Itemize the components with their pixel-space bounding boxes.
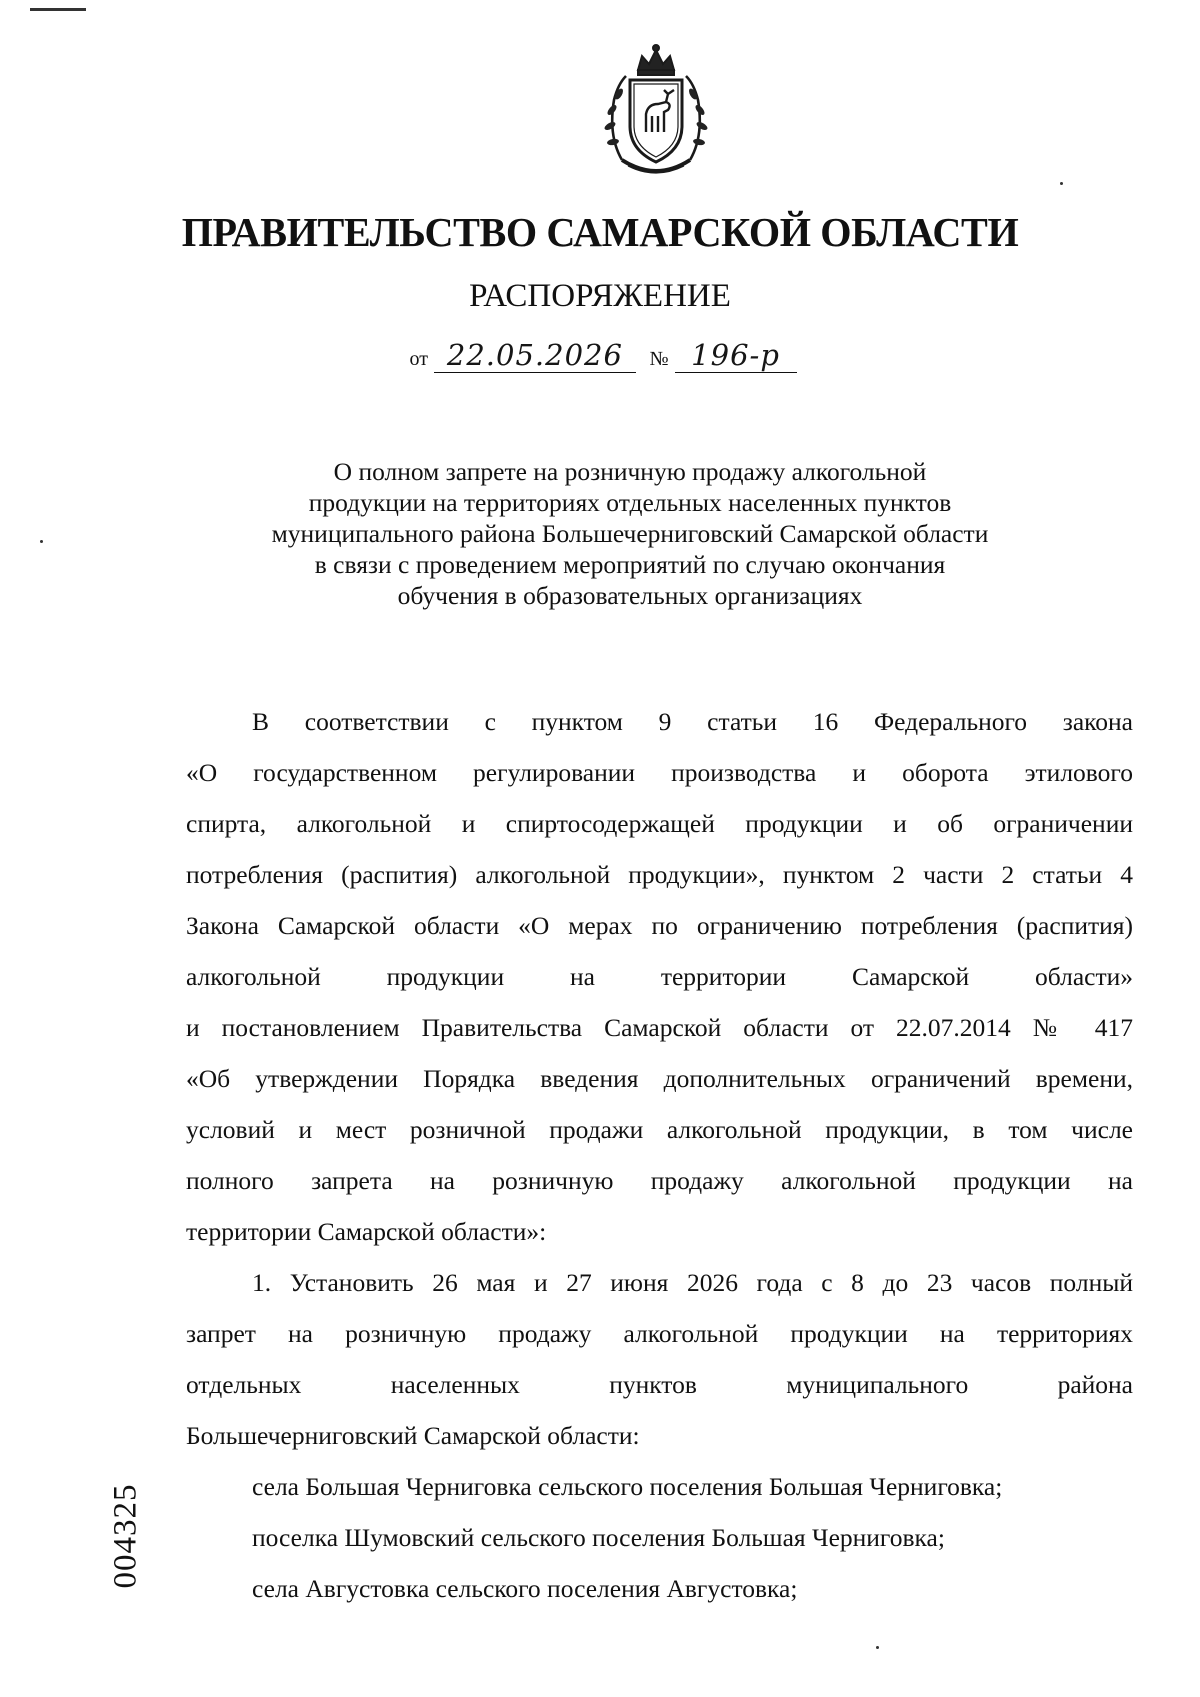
settlement-item: села Большая Черниговка сельского поселения Большая Черниговка; <box>252 1472 1003 1501</box>
preamble-line: условий и мест розничной продажи алкогольной продукции, в том числе <box>186 1115 1133 1144</box>
scan-speck <box>40 540 43 543</box>
coat-of-arms-icon <box>582 40 730 188</box>
preamble-line: Закона Самарской области «О мерах по ограничению потребления (распития) <box>186 911 1133 940</box>
subject-line: в связи с проведением мероприятий по случаю окончания <box>314 550 946 579</box>
item-1-line: Большечерниговский Самарской области: <box>186 1421 640 1450</box>
preamble-line: спирта, алкогольной и спиртосодержащей продукции и об ограничении <box>186 809 1133 838</box>
number-prefix: № <box>649 348 669 370</box>
registration-number: 004325 <box>107 1483 144 1589</box>
preamble-line: алкогольной продукции на территории Самарской области» <box>186 962 1133 991</box>
preamble-line: потребления (распития) алкогольной продукции», пунктом 2 части 2 статьи 4 <box>186 860 1133 889</box>
authority-title: ПРАВИТЕЛЬСТВО САМАРСКОЙ ОБЛАСТИ <box>181 209 1019 255</box>
document-type: РАСПОРЯЖЕНИЕ <box>469 278 731 314</box>
scan-border-mark <box>30 8 86 11</box>
document-number: 196-р <box>675 338 797 373</box>
preamble-line: территории Самарской области»: <box>186 1217 547 1246</box>
subject-line: продукции на территориях отдельных населенных пунктов <box>308 488 952 517</box>
subject-line: обучения в образовательных организациях <box>397 581 863 610</box>
document-subject <box>200 456 1060 611</box>
settlement-item: поселка Шумовский сельского поселения Большая Черниговка; <box>252 1523 945 1552</box>
item-1-line: запрет на розничную продажу алкогольной продукции на территориях <box>186 1319 1133 1348</box>
item-1-line: 1. Установить 26 мая и 27 июня 2026 года с 8 до 23 часов полный <box>252 1268 1133 1297</box>
document-date: 22.05.2026 <box>434 338 636 373</box>
subject-line: О полном запрете на розничную продажу алкогольной <box>333 457 927 486</box>
subject-line: муниципального района Большечерниговский Самарской области <box>271 519 989 548</box>
registration-number-stamp <box>96 1456 156 1616</box>
preamble-line: «О государственном регулировании производства и оборота этилового <box>186 758 1133 787</box>
scan-speck <box>1060 182 1063 185</box>
preamble-line: полного запрета на розничную продажу алкогольной продукции на <box>186 1166 1133 1195</box>
scan-speck <box>876 1646 879 1649</box>
document-body <box>186 696 1133 1614</box>
preamble-line: «Об утверждении Порядка введения дополнительных ограничений времени, <box>186 1064 1133 1093</box>
preamble-line: и постановлением Правительства Самарской области от 22.07.2014 № 417 <box>186 1013 1133 1042</box>
settlement-item: села Августовка сельского поселения Августовка; <box>252 1574 798 1603</box>
document-date-number-line <box>0 338 1200 373</box>
date-prefix: от <box>409 348 428 370</box>
preamble-line: В соответствии с пунктом 9 статьи 16 Федерального закона <box>252 707 1133 736</box>
item-1-line: отдельных населенных пунктов муниципального района <box>186 1370 1133 1399</box>
